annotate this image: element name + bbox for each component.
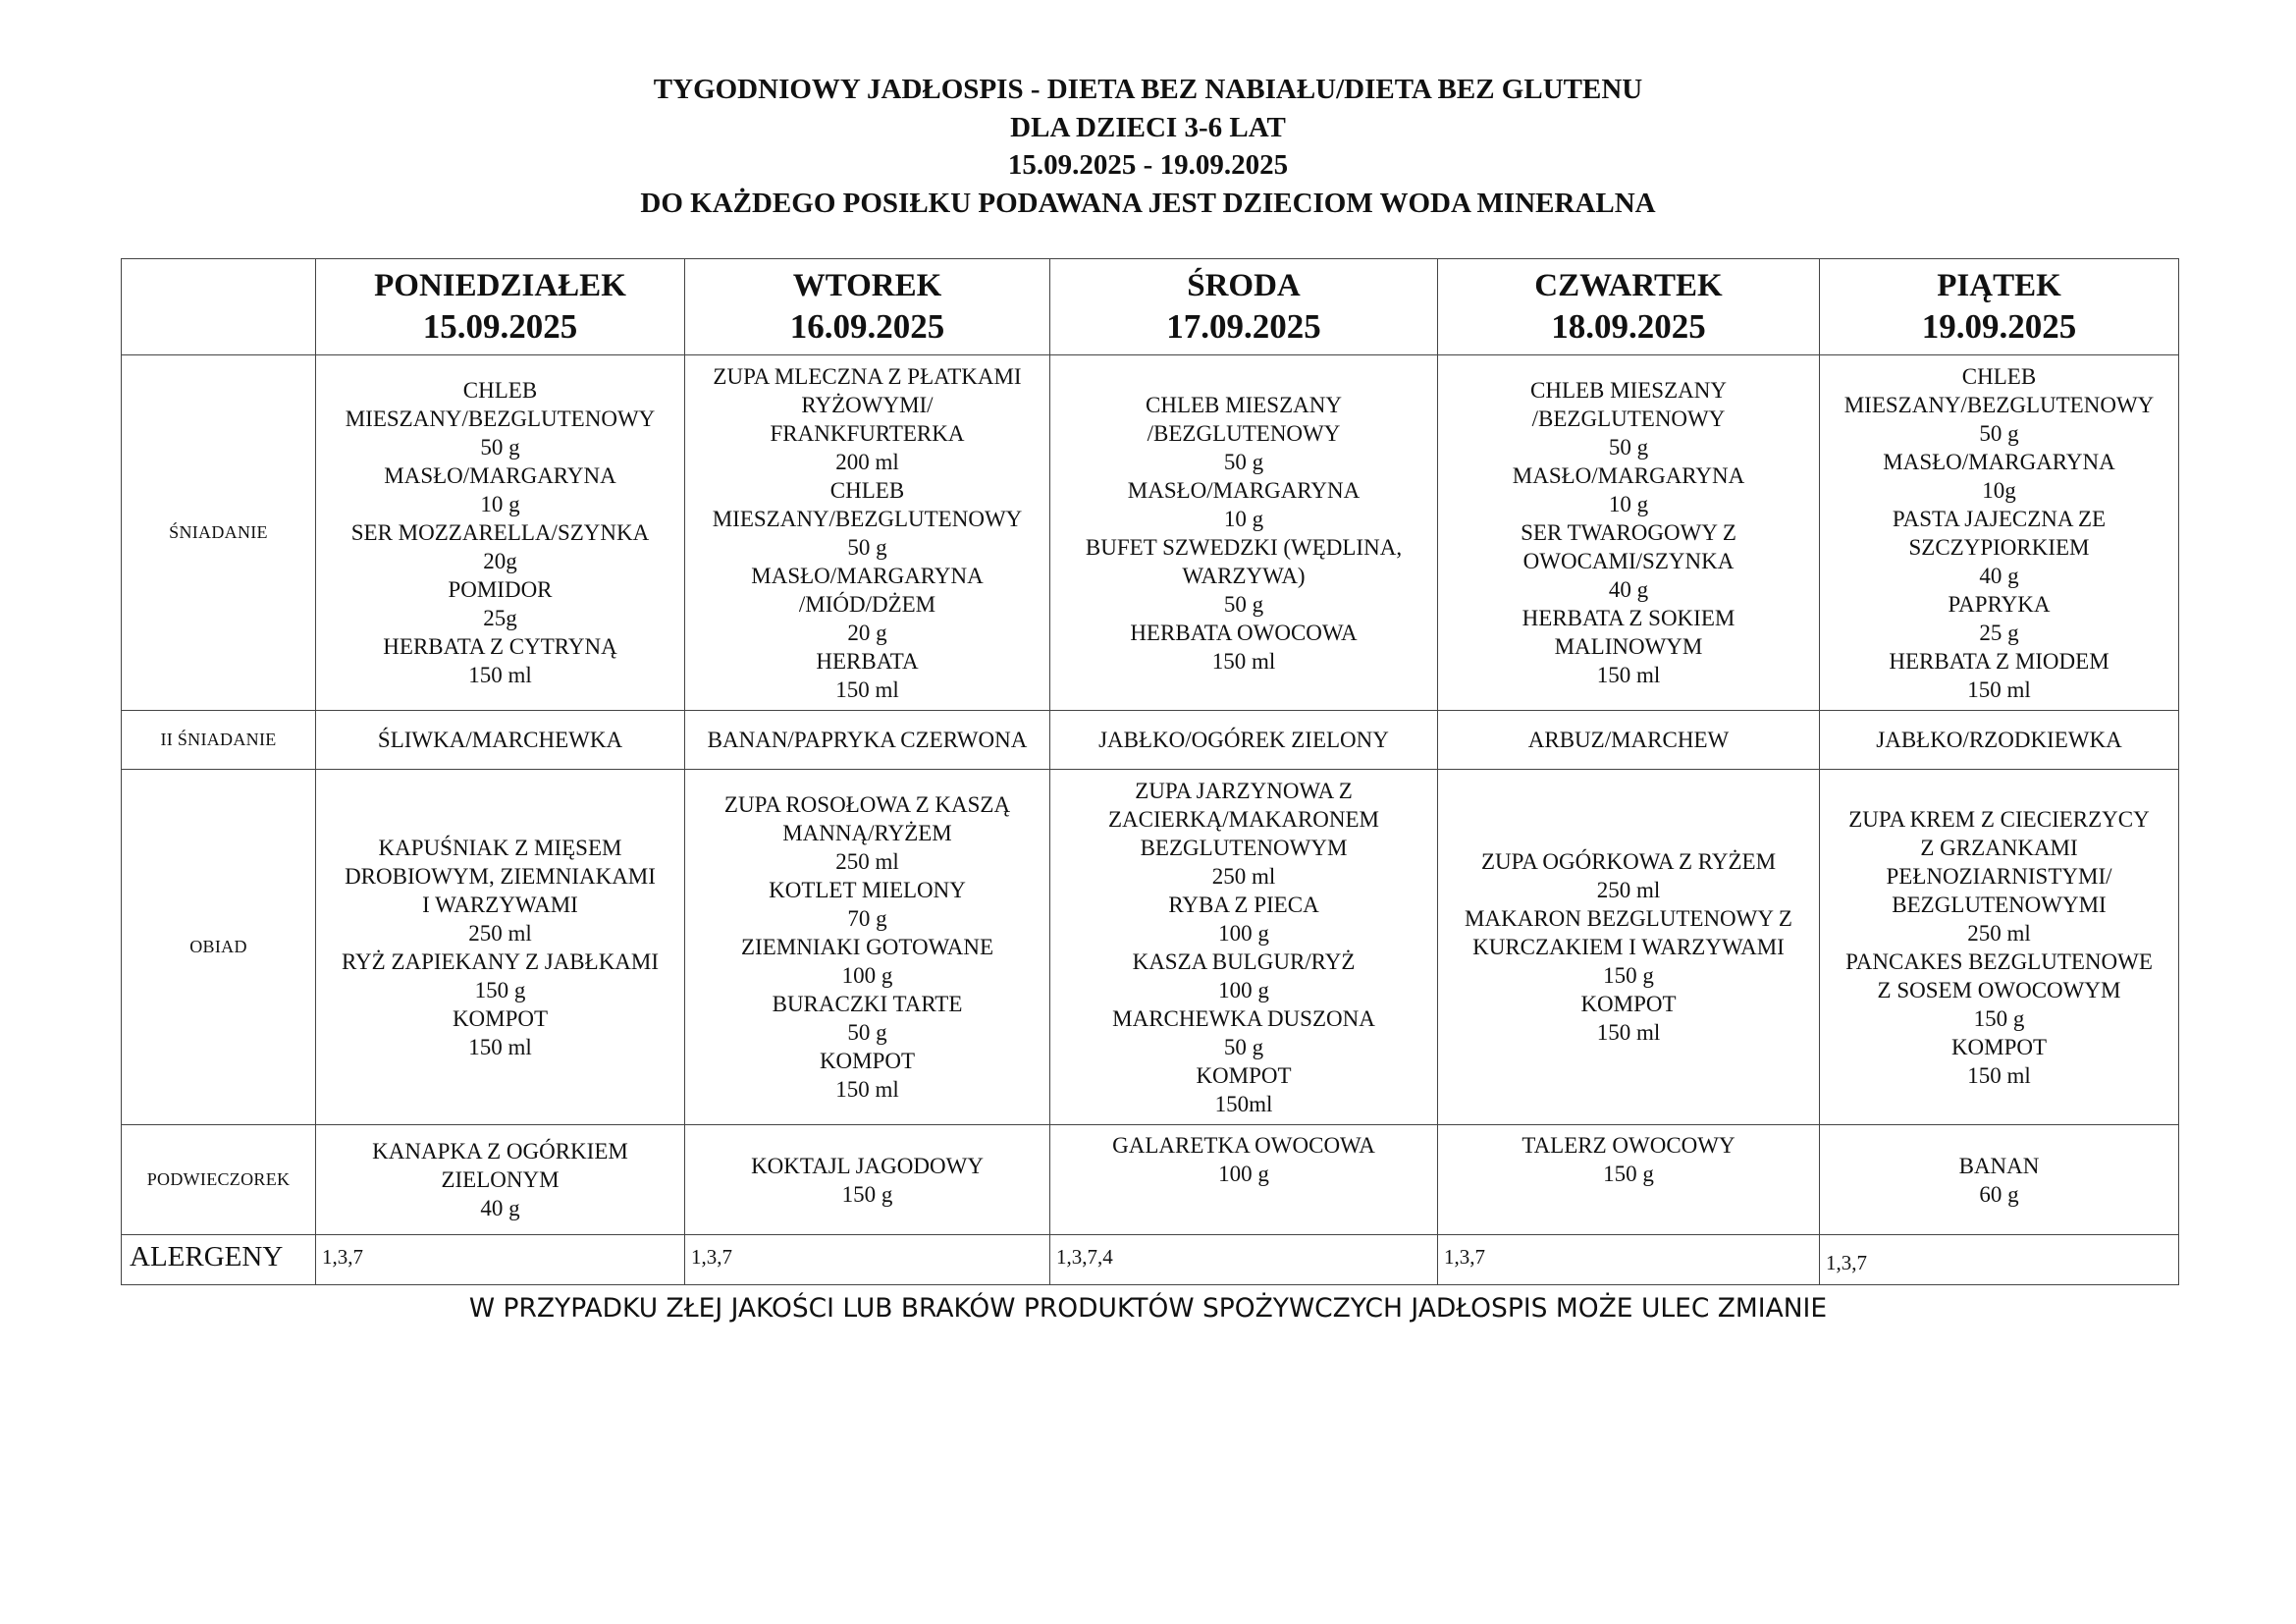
menu-cell-friday: [1820, 711, 2179, 770]
menu-item-line: DROBIOWYM, ZIEMNIAKAMI: [345, 863, 656, 889]
menu-item-line: BURACZKI TARTE: [772, 992, 963, 1016]
menu-cell-wednesday: [1050, 711, 1438, 770]
menu-item-line: 250 ml: [468, 920, 532, 946]
age-group: DLA DZIECI 3-6 LAT: [1010, 111, 1286, 143]
menu-item-line: 40 g: [1979, 563, 2019, 588]
allergens-friday: 1,3,7: [1820, 1235, 2179, 1285]
menu-item-line: 50 g: [847, 1020, 887, 1045]
menu-item-line: POMIDOR: [448, 577, 553, 602]
menu-item-line: 150 ml: [1596, 1020, 1661, 1045]
menu-title: TYGODNIOWY JADŁOSPIS - DIETA BEZ NABIAŁU/DIETA BEZ GLUTENU: [653, 74, 1643, 105]
meal-label: PODWIECZOREK: [122, 1125, 316, 1235]
day-header-monday: [316, 259, 685, 355]
menu-item-line: KOMPOT: [819, 1049, 916, 1073]
menu-item-line: BUFET SZWEDZKI (WĘDLINA,: [1085, 534, 1403, 560]
menu-item-line: MIESZANY/BEZGLUTENOWY: [345, 406, 656, 431]
menu-item-line: ARBUZ/MARCHEW: [1527, 728, 1730, 752]
menu-item-line: 150 ml: [468, 1034, 532, 1059]
menu-cell-monday: [316, 355, 685, 711]
day-name: WTOREK: [792, 267, 942, 303]
menu-item-line: 50 g: [1608, 435, 1649, 460]
menu-item-line: PEŁNOZIARNISTYMI/: [1886, 863, 2112, 889]
menu-item-line: HERBATA Z MIODEM: [1889, 648, 2109, 674]
day-date: 18.09.2025: [1551, 306, 1706, 346]
menu-item-line: CHLEB: [462, 378, 538, 403]
day-header-thursday: [1438, 259, 1820, 355]
menu-item-line: ZUPA ROSOŁOWA Z KASZĄ: [723, 792, 1011, 817]
menu-item-line: MARCHEWKA DUSZONA: [1112, 1005, 1375, 1031]
menu-item-line: 250 ml: [1596, 878, 1661, 902]
menu-item-line: 200 ml: [835, 449, 899, 474]
allergens-label: ALERGENY: [122, 1235, 316, 1285]
menu-item-line: CHLEB: [829, 477, 905, 503]
menu-item-line: 150 g: [474, 977, 526, 1002]
menu-item-line: KURCZAKIEM I WARZYWAMI: [1472, 935, 1785, 959]
menu-cell-thursday: [1438, 770, 1820, 1125]
menu-item-line: BANAN/PAPRYKA CZERWONA: [707, 728, 1028, 752]
menu-item-line: KOMPOT: [452, 1005, 549, 1031]
allergens-row: [122, 1235, 2179, 1285]
menu-item-line: /BEZGLUTENOWY: [1531, 406, 1726, 431]
menu-item-line: 20g: [483, 549, 517, 573]
menu-item-line: 50 g: [847, 534, 887, 560]
menu-item-line: KANAPKA Z OGÓRKIEM: [372, 1139, 628, 1164]
menu-cell-tuesday: [685, 355, 1050, 711]
day-date: 16.09.2025: [789, 306, 945, 346]
allergens-monday: 1,3,7: [316, 1235, 685, 1285]
menu-item-line: 150 g: [841, 1181, 893, 1207]
menu-item-line: I WARZYWAMI: [422, 892, 578, 917]
menu-item-line: 10 g: [1223, 506, 1264, 531]
menu-item-line: OWOCAMI/SZYNKA: [1522, 549, 1735, 573]
menu-item-line: KOTLET MIELONY: [769, 878, 966, 902]
menu-item-line: 150 g: [1973, 1005, 2025, 1031]
menu-item-line: ZIELONYM: [441, 1167, 560, 1192]
menu-item-line: ZACIERKĄ/MAKARONEM: [1108, 806, 1379, 832]
menu-item-line: 150 ml: [1967, 1062, 2031, 1088]
menu-item-line: Z GRZANKAMI: [1920, 835, 2078, 860]
menu-item-line: KASZA BULGUR/RYŻ: [1132, 948, 1356, 974]
menu-item-line: MIESZANY/BEZGLUTENOWY: [1843, 392, 2155, 417]
menu-item-line: JABŁKO/RZODKIEWKA: [1876, 728, 2122, 752]
menu-item-line: HERBATA OWOCOWA: [1130, 620, 1358, 645]
menu-item-line: ZUPA JARZYNOWA Z: [1135, 778, 1353, 803]
menu-item-line: 50 g: [1223, 449, 1264, 474]
menu-item-line: ZUPA OGÓRKOWA Z RYŻEM: [1480, 849, 1777, 874]
menu-item-line: 60 g: [1979, 1181, 2019, 1207]
menu-item-line: ZIEMNIAKI GOTOWANE: [741, 935, 993, 959]
menu-item-line: 10 g: [1608, 492, 1649, 516]
day-date: 15.09.2025: [422, 306, 578, 346]
day-name: PIĄTEK: [1937, 267, 2061, 303]
menu-item-line: MASŁO/MARGARYNA: [384, 463, 616, 488]
menu-item-line: 50 g: [1223, 591, 1264, 617]
menu-item-line: 250 ml: [835, 849, 899, 874]
menu-item-line: 100 g: [841, 963, 893, 988]
menu-cell-monday: [316, 770, 685, 1125]
day-date: 17.09.2025: [1166, 306, 1321, 346]
menu-item-line: SER MOZZARELLA/SZYNKA: [350, 520, 650, 545]
menu-item-line: HERBATA: [816, 648, 919, 674]
menu-item-line: MASŁO/MARGARYNA: [1883, 449, 2115, 474]
menu-cell-wednesday: [1050, 1125, 1438, 1235]
day-header-tuesday: [685, 259, 1050, 355]
menu-item-line: CHLEB: [1961, 363, 2037, 389]
menu-item-line: /MIÓD/DŻEM: [798, 591, 936, 617]
menu-item-line: MALINOWYM: [1554, 634, 1703, 659]
menu-item-line: 150 ml: [835, 1077, 899, 1102]
menu-item-line: 150 ml: [1211, 648, 1276, 674]
menu-item-line: WARZYWA): [1182, 563, 1306, 588]
menu-item-line: MANNĄ/RYŻEM: [782, 821, 952, 845]
menu-item-line: ZUPA MLECZNA Z PŁATKAMI: [713, 363, 1022, 389]
menu-item-line: KOKTAJL JAGODOWY: [751, 1153, 984, 1178]
menu-item-line: 150 ml: [1967, 677, 2031, 702]
allergens-tuesday: 1,3,7: [685, 1235, 1050, 1285]
page-header: [0, 71, 2296, 222]
menu-cell-friday: [1820, 355, 2179, 711]
menu-cell-wednesday: [1050, 355, 1438, 711]
menu-item-line: 150ml: [1214, 1091, 1273, 1116]
menu-item-line: CHLEB MIESZANY: [1146, 392, 1342, 417]
menu-item-line: RYBA Z PIECA: [1168, 892, 1319, 917]
menu-item-line: KOMPOT: [1580, 992, 1677, 1016]
menu-cell-tuesday: [685, 711, 1050, 770]
menu-item-line: HERBATA Z CYTRYNĄ: [383, 634, 617, 659]
menu-item-line: CHLEB MIESZANY: [1530, 378, 1727, 403]
menu-item-line: MIESZANY/BEZGLUTENOWY: [712, 506, 1023, 531]
meal-row-ii-sniadanie: [122, 711, 2179, 770]
allergens-wednesday: 1,3,7,4: [1050, 1235, 1438, 1285]
meal-label: OBIAD: [122, 770, 316, 1125]
menu-item-line: MASŁO/MARGARYNA: [1512, 463, 1745, 488]
menu-item-line: Z SOSEM OWOCOWYM: [1877, 977, 2121, 1002]
menu-item-line: 50 g: [1979, 420, 2019, 446]
menu-item-line: RYŻOWYMI/: [801, 392, 934, 417]
water-note: DO KAŻDEGO POSIŁKU PODAWANA JEST DZIECIOM WODA MINERALNA: [640, 187, 1656, 219]
menu-item-line: TALERZ OWOCOWY: [1522, 1133, 1735, 1158]
menu-cell-monday: [316, 1125, 685, 1235]
menu-item-line: 70 g: [847, 906, 887, 931]
menu-item-line: 250 ml: [1967, 920, 2031, 946]
menu-item-line: MASŁO/MARGARYNA: [1127, 477, 1361, 503]
meal-row-sniadanie: [122, 355, 2179, 711]
menu-item-line: 50 g: [1223, 1034, 1264, 1059]
menu-item-line: /BEZGLUTENOWY: [1147, 420, 1341, 446]
menu-item-line: 40 g: [480, 1196, 520, 1220]
meal-row-podwieczorek: [122, 1125, 2179, 1235]
menu-item-line: PASTA JAJECZNA ZE: [1892, 506, 2107, 531]
menu-item-line: MASŁO/MARGARYNA: [751, 563, 984, 588]
menu-item-line: PANCAKES BEZGLUTENOWE: [1845, 948, 2153, 974]
menu-item-line: 25g: [483, 606, 517, 630]
day-name: PONIEDZIAŁEK: [374, 267, 626, 303]
corner-cell: [122, 259, 316, 355]
menu-item-line: 40 g: [1608, 577, 1649, 602]
day-name: ŚRODA: [1187, 267, 1301, 303]
menu-cell-thursday: [1438, 355, 1820, 711]
date-range: 15.09.2025 - 19.09.2025: [1007, 149, 1289, 181]
menu-item-line: 250 ml: [1211, 863, 1276, 889]
day-header-wednesday: [1050, 259, 1438, 355]
menu-item-line: 20 g: [847, 620, 887, 645]
menu-item-line: 150 ml: [468, 663, 532, 687]
day-name: CZWARTEK: [1534, 267, 1723, 303]
menu-change-note: W PRZYPADKU ZŁEJ JAKOŚCI LUB BRAKÓW PRODUKTÓW SPOŻYWCZYCH JADŁOSPIS MOŻE ULEC ZMIANIE: [468, 1293, 1828, 1324]
meal-label: ŚNIADANIE: [122, 355, 316, 711]
menu-table: [121, 258, 2179, 1285]
menu-cell-thursday: [1438, 1125, 1820, 1235]
day-header-friday: [1820, 259, 2179, 355]
menu-item-line: 100 g: [1218, 920, 1269, 946]
day-header-row: [122, 259, 2179, 355]
menu-item-line: 150 g: [1603, 1162, 1654, 1186]
menu-item-line: MAKARON BEZGLUTENOWY Z: [1465, 906, 1792, 931]
menu-item-line: BEZGLUTENOWYMI: [1892, 892, 2107, 917]
menu-cell-tuesday: [685, 1125, 1050, 1235]
menu-item-line: 150 ml: [1596, 663, 1661, 687]
menu-item-line: 10 g: [480, 492, 520, 516]
menu-item-line: 50 g: [480, 435, 520, 460]
menu-cell-friday: [1820, 770, 2179, 1125]
menu-item-line: KOMPOT: [1196, 1062, 1292, 1088]
meal-row-obiad: [122, 770, 2179, 1125]
menu-item-line: 100 g: [1218, 1162, 1269, 1186]
menu-item-line: KOMPOT: [1950, 1034, 2048, 1059]
menu-cell-wednesday: [1050, 770, 1438, 1125]
menu-item-line: 150 ml: [835, 677, 899, 702]
menu-cell-tuesday: [685, 770, 1050, 1125]
menu-item-line: GALARETKA OWOCOWA: [1112, 1133, 1375, 1158]
menu-item-line: PAPRYKA: [1948, 591, 2051, 617]
menu-cell-friday: [1820, 1125, 2179, 1235]
menu-item-line: BANAN: [1958, 1153, 2040, 1178]
menu-cell-thursday: [1438, 711, 1820, 770]
menu-item-line: HERBATA Z SOKIEM: [1522, 606, 1735, 630]
menu-item-line: FRANKFURTERKA: [770, 420, 965, 446]
day-date: 19.09.2025: [1921, 306, 2077, 346]
menu-item-line: 10g: [1982, 477, 2016, 503]
menu-item-line: JABŁKO/OGÓREK ZIELONY: [1098, 728, 1389, 752]
menu-item-line: SZCZYPIORKIEM: [1908, 534, 2090, 560]
menu-item-line: KAPUŚNIAK Z MIĘSEM: [378, 835, 622, 860]
menu-item-line: 150 g: [1603, 963, 1654, 988]
allergens-thursday: 1,3,7: [1438, 1235, 1820, 1285]
menu-item-line: BEZGLUTENOWYM: [1140, 835, 1348, 860]
menu-item-line: RYŻ ZAPIEKANY Z JABŁKAMI: [341, 948, 660, 974]
menu-item-line: ŚLIWKA/MARCHEWKA: [377, 728, 623, 752]
menu-cell-monday: [316, 711, 685, 770]
menu-item-line: 25 g: [1979, 620, 2019, 645]
menu-item-line: SER TWAROGOWY Z: [1521, 520, 1736, 545]
menu-item-line: ZUPA KREM Z CIECIERZYCY: [1848, 806, 2150, 832]
menu-item-line: 100 g: [1218, 977, 1269, 1002]
meal-label: II ŚNIADANIE: [122, 711, 316, 770]
